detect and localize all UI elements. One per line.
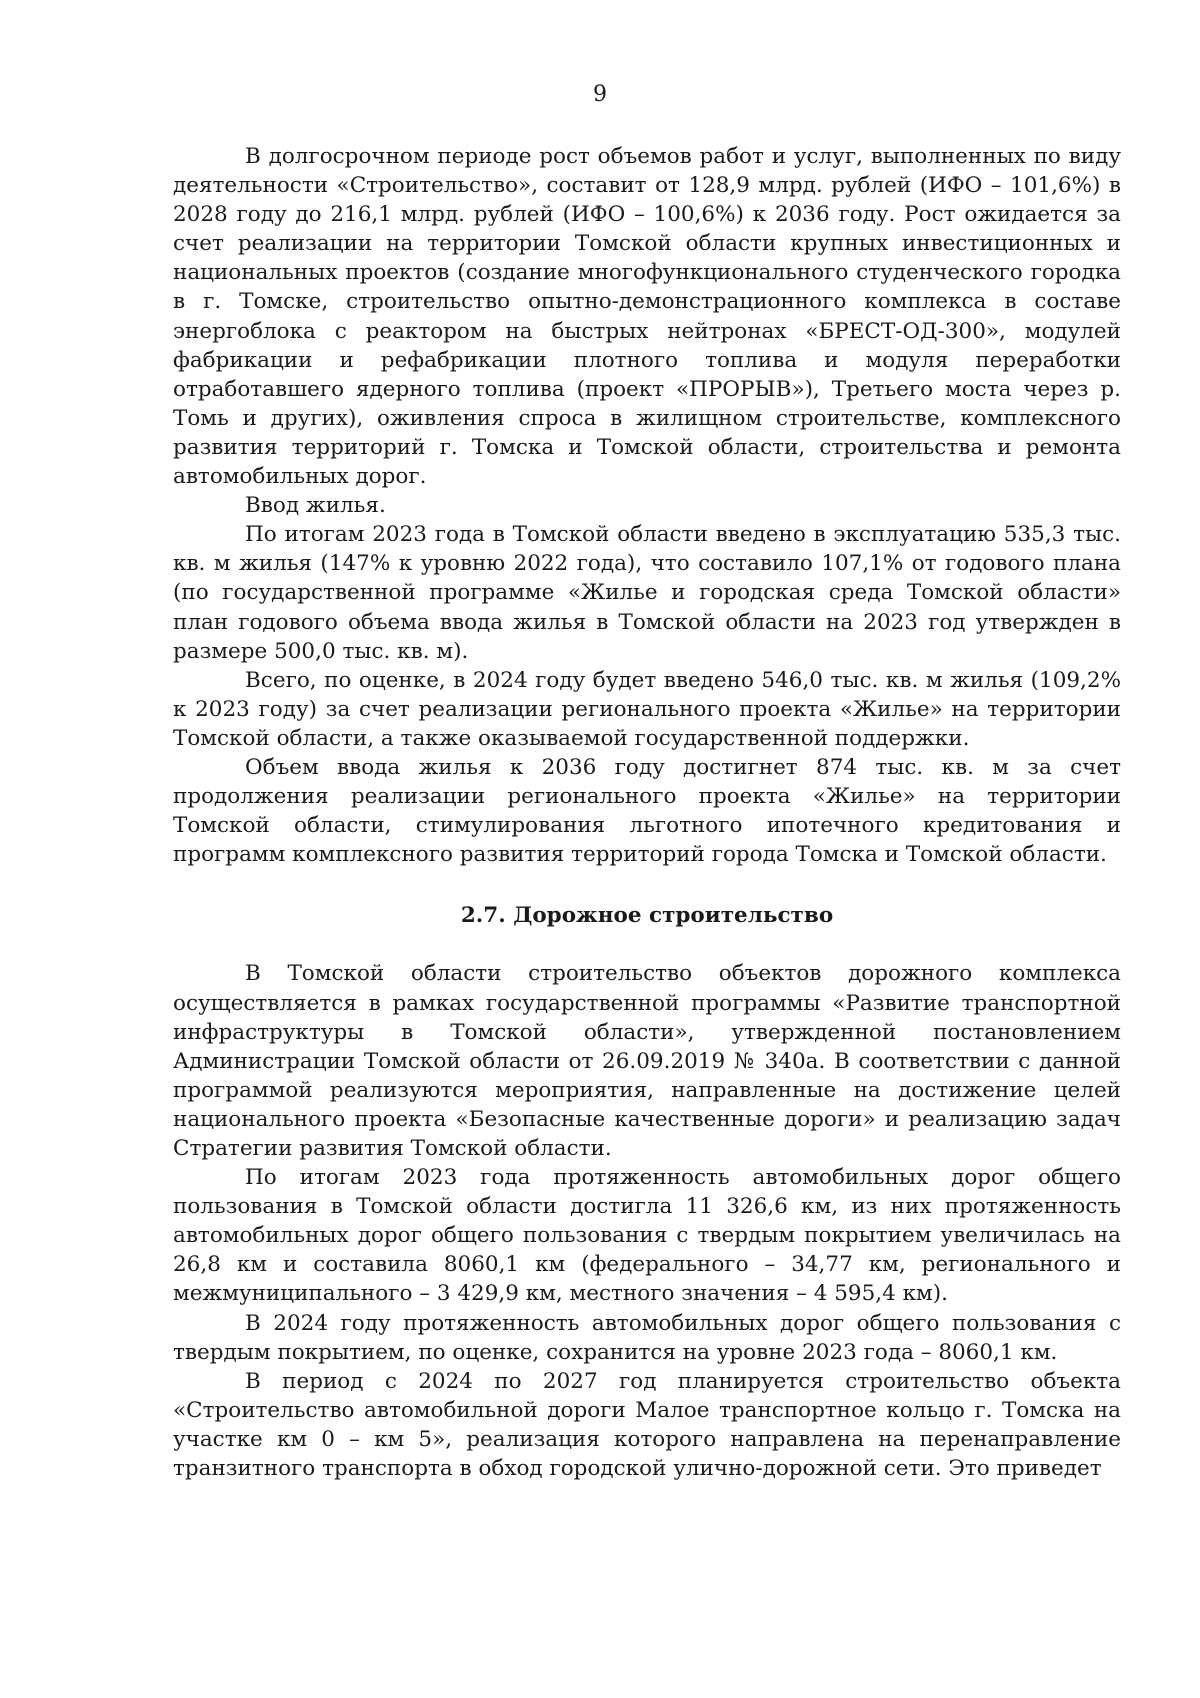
paragraph-construction-outlook: В долгосрочном периоде рост объемов работ и услуг, выполненных по виду деятельности «Строительство», составит от 128,9 млрд. рублей (ИФО – 101,6%) в 2028 году до 216,1 млрд. рублей (ИФО – 100,6%) к 2036 году. Рост ожидается за счет реализации на территории Томской области крупных инвестиционных и национальных проектов (создание многофункционального студенческого городка в г. Томске, строительство опытно-демонстрационного комплекса в составе энергоблока с реактором на быстрых нейтронах «БРЕСТ-ОД-300», модулей фабрикации и рефабрикации плотного топлива и модуля переработки отработавшего ядерного топлива (проект «ПРОРЫВ»), Третьего моста через р. Томь и других), оживления спроса в жилищном строительстве, комплексного развития территорий г. Томска и Томской области, строительства и ремонта автомобильных дорог. [173,144,1121,490]
page-number: 9 [593,82,607,107]
paragraph-housing-2036: Объем ввода жилья к 2036 году достигнет 874 тыс. кв. м за счет продолжения реализации регионального проекта «Жилье» на территории Томской области, стимулирования льготного ипотечного кредитования и программ комплексного развития территорий города Томска и Томской области. [173,754,1121,868]
paragraph-road-program: В Томской области строительство объектов дорожного комплекса осуществляется в рамках государственной программы «Развитие транспортной инфраструктуры в Томской области», утвержденной постановлением Администрации Томской области от 26.09.2019 № 340а. В соответствии с данной программой реализуются мероприятия, направленные на достижение целей национального проекта «Безопасные качественные дороги» и реализацию задач Стратегии развития Томской области. [173,961,1121,1161]
paragraph-housing-2023: По итогам 2023 года в Томской области введено в эксплуатацию 535,3 тыс. кв. м жилья (147% к уровню 2022 года), что составило 107,1% от годового плана (по государственной программе «Жилье и городская среда Томской области» план годового объема ввода жилья в Томской области на 2023 год утвержден в размере 500,0 тыс. кв. м). [173,522,1121,664]
section-heading: 2.7. Дорожное строительство [460,903,834,929]
document-body [173,142,1121,1483]
paragraph-housing-title: Ввод жилья. [245,493,386,519]
paragraph-road-length-2024: В 2024 году протяженность автомобильных дорог общего пользования с твердым покрытием, по оценке, сохранится на уровне 2023 года – 8060,1 км. [173,1310,1121,1365]
paragraph-housing-2024: Всего, по оценке, в 2024 году будет введено 546,0 тыс. кв. м жилья (109,2% к 2023 году) за счет реализации регионального проекта «Жилье» на территории Томской области, а также оказываемой государственной поддержки. [173,667,1121,751]
paragraph-road-length-2023: По итогам 2023 года протяженность автомобильных дорог общего пользования в Томской области достигла 11 326,6 км, из них протяженность автомобильных дорог общего пользования с твердым покрытием увеличилась на 26,8 км и составила 8060,1 км (федерального – 34,77 км, регионального и межмуниципального – 3 429,9 км, местного значения – 4 595,4 км). [173,1165,1121,1307]
paragraph-road-ring-project: В период с 2024 по 2027 год планируется строительство объекта «Строительство автомобильной дороги Малое транспортное кольцо г. Томска на участке км 0 – км 5», реализация которого направлена на перенаправление транзитного транспорта в обход городской улично-дорожной сети. Это приведет [173,1368,1121,1482]
